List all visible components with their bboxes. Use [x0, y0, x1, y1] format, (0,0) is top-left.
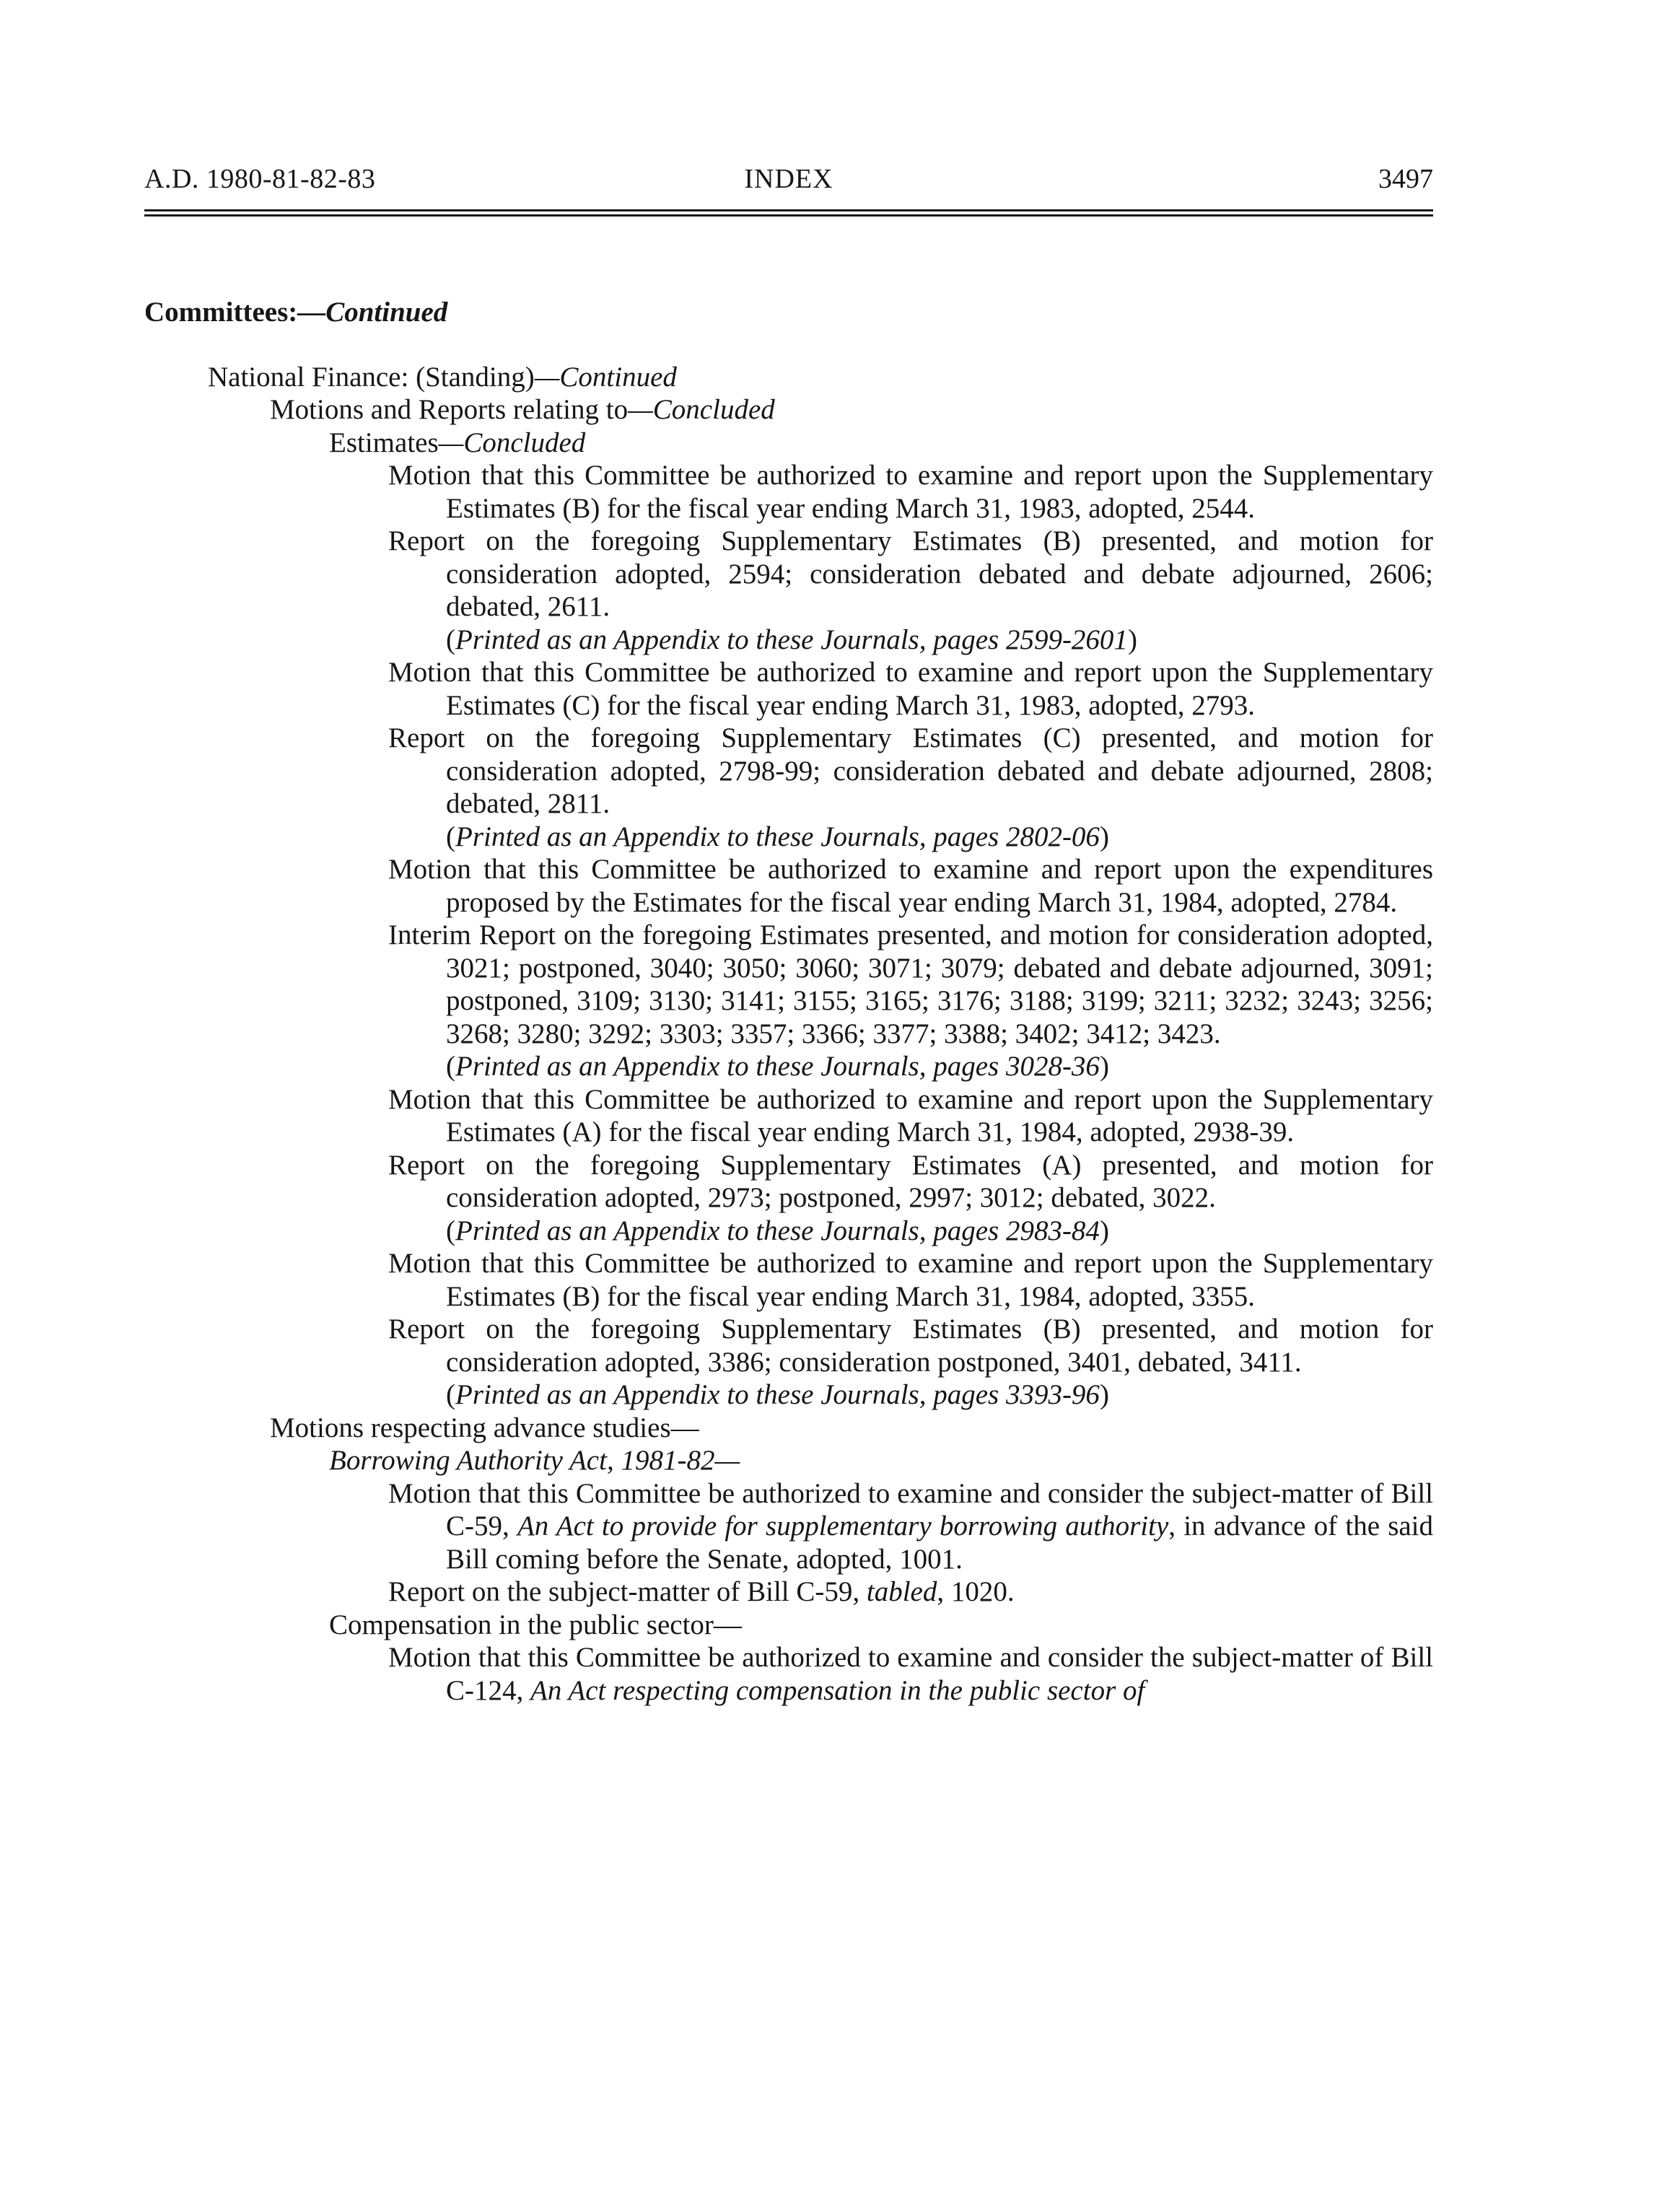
header-rule-top: [144, 209, 1433, 211]
index-entry: Motion that this Committee be authorized to examine and report upon the Supplementary Estimates (C) for the fiscal year ending March 31, 1983, adopted, 2793.: [388, 657, 1433, 721]
note-text: Printed as an Appendix to these Journals, pages 2599-2601: [455, 624, 1128, 655]
appendix-note: [446, 1050, 1433, 1083]
appendix-note: [446, 1378, 1433, 1412]
entry-text: , in advance of the said Bill coming before the Senate, adopted, 1001.: [446, 1511, 1434, 1575]
subject-continued: —Continued: [534, 361, 677, 393]
entry-text: Motion that this Committee be authorized to examine and consider the subject-matter of Bill C-124,: [388, 1642, 1433, 1706]
bill-title: An Act to provide for supplementary borrowing authority: [517, 1511, 1169, 1542]
index-entry: Interim Report on the foregoing Estimates presented, and motion for consideration adopted, 3021; postponed, 3040; 3050; 3060; 3071; 3079; debated and debate adjourned, 3091; postponed, 3109; 3130; 3141; 3155; 3165; 3176; 3188; 3199; 3211; 3232; 3243; 3256; 3268; 3280; 3292; 3303; 3357; 3366; 3377; 3388; 3402; 3412; 3423.: [388, 919, 1433, 1049]
subject-borrowing-authority-act: Borrowing Authority Act, 1981-82—: [329, 1445, 740, 1476]
note-open-paren: (: [446, 1215, 455, 1246]
section-heading: [144, 296, 1433, 329]
index-entry: Report on the foregoing Supplementary Estimates (C) presented, and motion for consideration adopted, 2798-99; consideration debated and debate adjourned, 2808; debated, 2811.: [388, 722, 1433, 819]
header-rule-bottom: [144, 214, 1433, 217]
header-page-number: 3497: [1378, 164, 1433, 194]
note-text: Printed as an Appendix to these Journals, pages 2983-84: [455, 1215, 1100, 1246]
note-close-paren: ): [1127, 624, 1137, 655]
subject-title: National Finance: (Standing): [208, 361, 535, 393]
entry-text: Motion that this Committee be authorized to examine and consider the subject-matter of Bill C-59,: [388, 1477, 1433, 1542]
subheading-concluded: —Concluded: [438, 427, 586, 458]
index-content: [144, 296, 1433, 1707]
note-close-paren: ): [1099, 1379, 1109, 1410]
index-entry: [388, 1477, 1434, 1576]
section-heading-text: Committees:: [144, 297, 298, 328]
note-text: Printed as an Appendix to these Journals, pages 3393-96: [455, 1379, 1100, 1410]
index-entry: Motion that this Committee be authorized to examine and report upon the Supplementary Estimates (B) for the fiscal year ending March 31, 1983, adopted, 2544.: [388, 460, 1433, 524]
entry-text: Report on the subject-matter of Bill C-59,: [388, 1576, 867, 1607]
index-entry: [388, 1575, 1433, 1609]
index-entry: Report on the foregoing Supplementary Estimates (B) presented, and motion for consideration adopted, 2594; consideration debated and debate adjourned, 2606; debated, 2611.: [388, 525, 1433, 622]
subheading-estimates: [329, 427, 1433, 460]
bill-title: An Act respecting compensation in the public sector of: [530, 1674, 1145, 1706]
note-open-paren: (: [446, 1379, 455, 1410]
note-open-paren: (: [446, 821, 455, 852]
tabled-label: tabled: [866, 1576, 937, 1607]
subheading-text: Estimates: [329, 427, 439, 458]
appendix-note: [446, 821, 1433, 854]
section-heading-continued: —Continued: [297, 297, 448, 328]
subheading-concluded: —Concluded: [628, 394, 775, 425]
subject-national-finance: [208, 361, 1433, 394]
note-close-paren: ): [1099, 1215, 1109, 1246]
index-entry: Report on the foregoing Supplementary Estimates (A) presented, and motion for consideration adopted, 2973; postponed, 2997; 3012; debated, 3022.: [388, 1149, 1433, 1213]
note-open-paren: (: [446, 624, 455, 655]
index-entry: Report on the foregoing Supplementary Estimates (B) presented, and motion for consideration adopted, 3386; consideration postponed, 3401, debated, 3411.: [388, 1313, 1433, 1378]
index-entry: Motion that this Committee be authorized to examine and report upon the Supplementary Estimates (B) for the fiscal year ending March 31, 1984, adopted, 3355.: [388, 1248, 1433, 1312]
subheading-motions-reports: [270, 393, 1433, 427]
note-text: Printed as an Appendix to these Journals, pages 3028-36: [455, 1051, 1100, 1082]
appendix-note: [446, 624, 1433, 657]
entry-text: , 1020.: [937, 1576, 1015, 1607]
subheading-text: Motions and Reports relating to: [270, 394, 629, 425]
subheading-advance-studies: Motions respecting advance studies—: [270, 1412, 699, 1443]
header-volume-years: A.D. 1980-81-82-83: [144, 164, 376, 194]
index-entry: [388, 1641, 1433, 1707]
page-header: [144, 163, 1433, 206]
subject-compensation-public-sector: Compensation in the public sector—: [329, 1609, 742, 1640]
header-title: INDEX: [744, 164, 833, 194]
index-entry: Motion that this Committee be authorized to examine and report upon the expenditures proposed by the Estimates for the fiscal year ending March 31, 1984, adopted, 2784.: [388, 854, 1433, 918]
note-open-paren: (: [446, 1051, 455, 1082]
note-close-paren: ): [1099, 821, 1109, 852]
note-text: Printed as an Appendix to these Journals, pages 2802-06: [455, 821, 1100, 852]
note-close-paren: ): [1099, 1051, 1109, 1082]
appendix-note: [446, 1215, 1433, 1248]
index-entry: Motion that this Committee be authorized to examine and report upon the Supplementary Estimates (A) for the fiscal year ending March 31, 1984, adopted, 2938-39.: [388, 1083, 1433, 1147]
